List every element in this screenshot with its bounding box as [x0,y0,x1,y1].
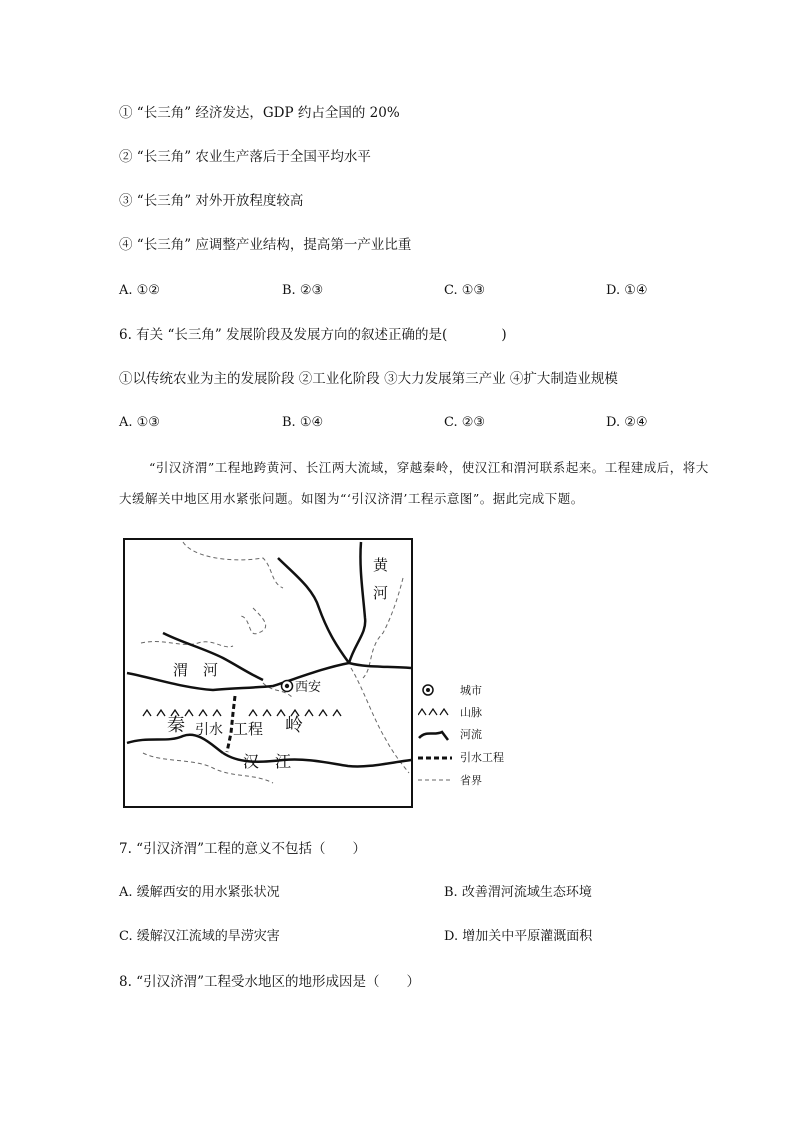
q6-option-b[interactable]: B. ①④ [282,415,324,430]
q8-stem: 8. “引汉济渭”工程受水地区的地形成因是（ ） [119,974,420,990]
label-he: 河 [373,584,389,602]
legend-river-icon [419,732,448,740]
reading-passage: “引汉济渭”工程地跨黄河、长江两大流域，穿越秦岭，使汉江和渭河联系起来。工程建成后，将大大缓解关中地区用水紧张问题。如图为“‘引汉济渭’工程示意图”。据此完成下题。 [119,460,709,506]
label-qin: 秦 [167,715,185,736]
statement-3: ③ “长三角” 对外开放程度较高 [119,193,304,209]
q5-option-b[interactable]: B. ②③ [282,283,324,298]
map-legend [418,680,528,790]
q7-stem: 7. “引汉济渭”工程的意义不包括（ ） [119,841,366,857]
q5-option-a[interactable]: A. ①② [119,283,160,298]
statement-4: ④ “长三角” 应调整产业结构，提高第一产业比重 [119,237,412,253]
q6-stem: 6. 有关 “长三角” 发展阶段及发展方向的叙述正确的是( ) [119,327,507,343]
label-huang: 黄 [373,556,389,574]
legend-city-icon [423,685,433,695]
q7-option-c[interactable]: C. 缓解汉江流域的旱涝灾害 [119,929,280,944]
project-map [123,538,413,808]
q5-option-c[interactable]: C. ①③ [444,283,486,298]
label-xian: 西安 [295,680,322,695]
q5-option-d[interactable]: D. ①④ [606,283,648,298]
q6-option-a[interactable]: A. ①③ [119,415,160,430]
label-gongcheng: 工程 [233,720,264,738]
q6-option-c[interactable]: C. ②③ [444,415,486,430]
legend-mountain-icon [418,709,448,715]
statement-2: ② “长三角” 农业生产落后于全国平均水平 [119,149,371,165]
statement-1: ① “长三角” 经济发达，GDP 约占全国的 20% [119,105,400,121]
xian-city-icon [282,681,293,692]
q7-option-b[interactable]: B. 改善渭河流域生态环境 [444,885,592,900]
q7-option-a[interactable]: A. 缓解西安的用水紧张状况 [119,885,280,900]
label-ling: 岭 [285,715,303,736]
legend-border-label: 省界 [460,774,482,787]
legend-mountain-label: 山脉 [460,706,482,719]
q7-option-d[interactable]: D. 增加关中平原灌溉面积 [444,929,593,944]
label-weihe: 渭 河 [173,661,219,679]
q6-option-d[interactable]: D. ②④ [606,415,648,430]
legend-project-label: 引水工程 [460,751,504,764]
legend-city-label: 城市 [460,684,482,697]
label-yinshui: 引水 [195,722,223,738]
q6-items: ①以传统农业为主的发展阶段 ②工业化阶段 ③大力发展第三产业 ④扩大制造业规模 [119,371,618,387]
legend-river-label: 河流 [460,728,482,741]
label-hanjiang: 汉 江 [243,752,292,771]
